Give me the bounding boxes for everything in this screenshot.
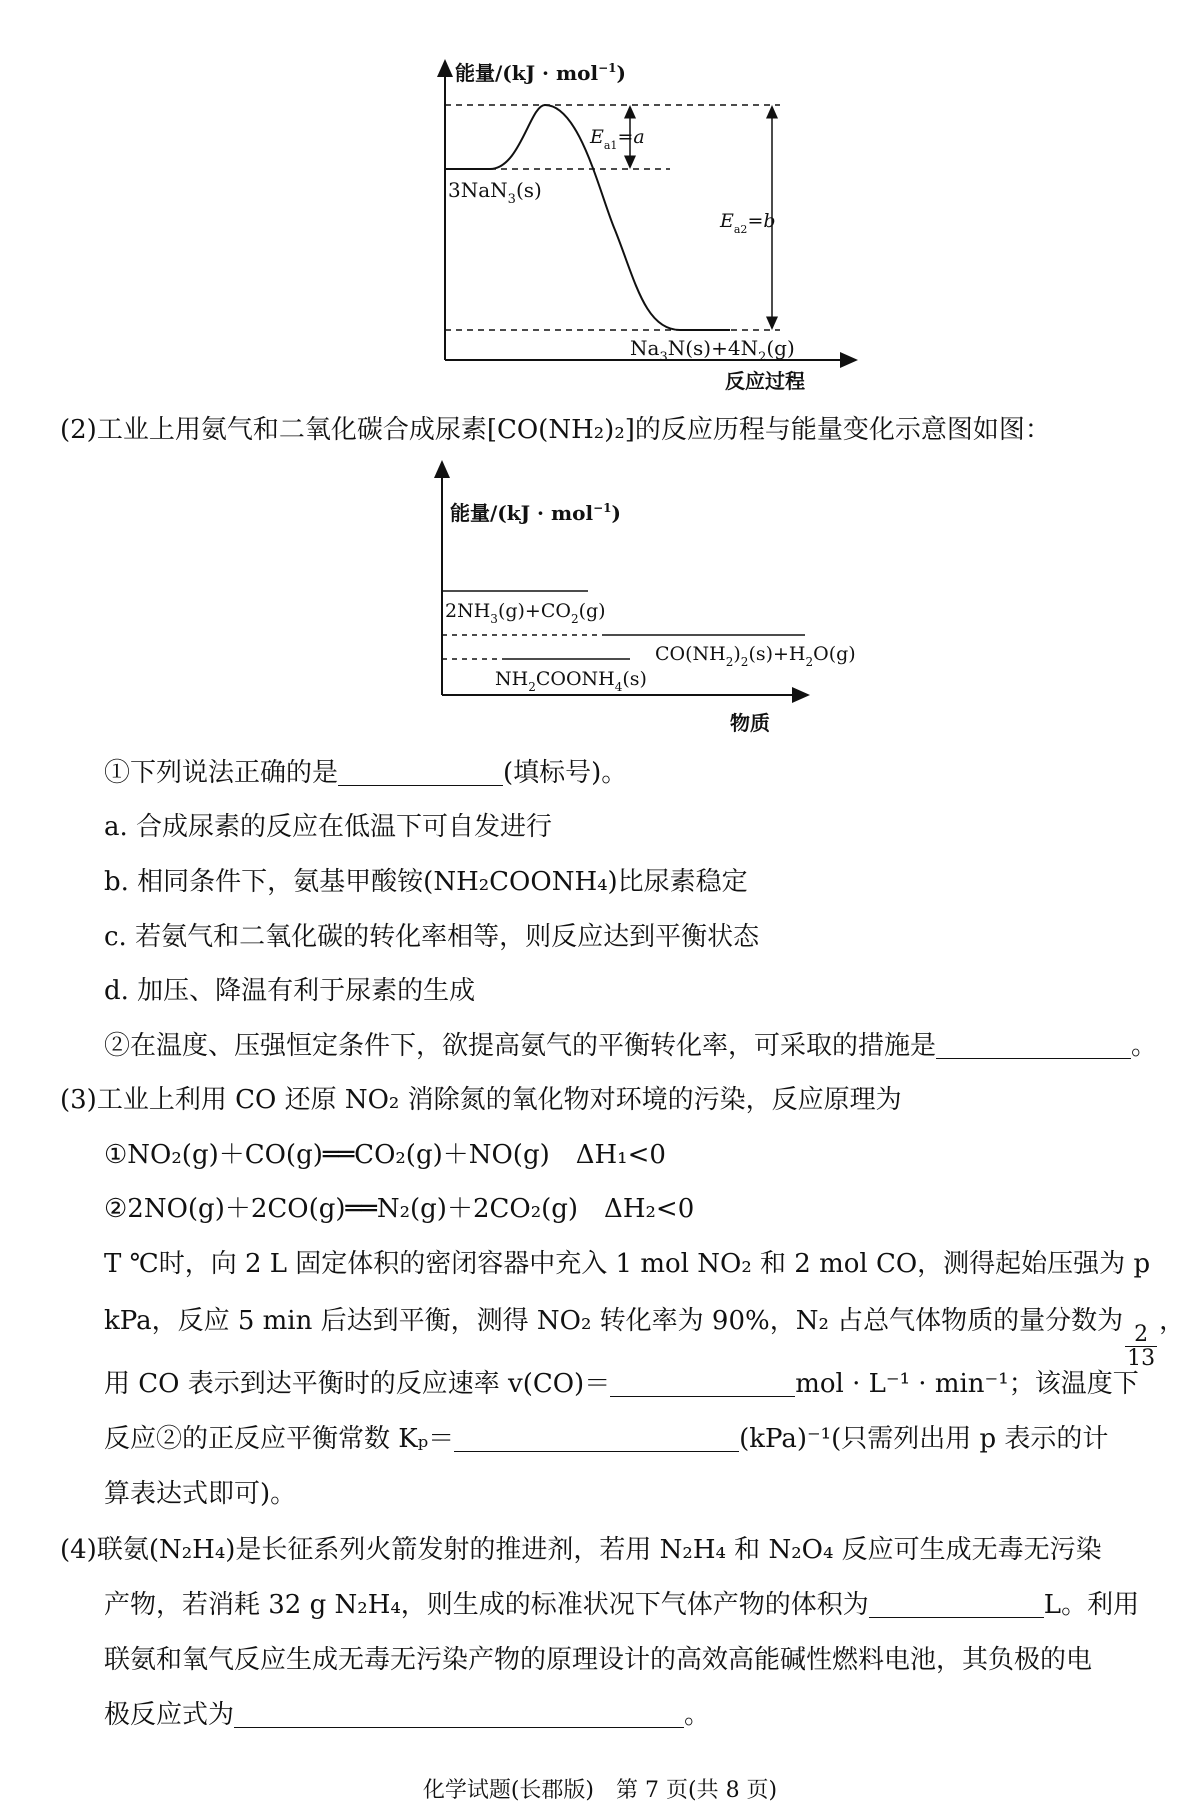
- q3-text-4-body: 反应②的正反应平衡常数 Kₚ＝: [104, 1424, 455, 1454]
- fraction-numerator: 2: [1134, 1322, 1149, 1348]
- q4-text-2-tail: L。利用: [1043, 1590, 1140, 1620]
- answer-blank[interactable]: [936, 1032, 1131, 1059]
- q4-text-4-body: 极反应式为: [104, 1700, 235, 1730]
- answer-blank[interactable]: [338, 759, 503, 786]
- q2-intro: (2)工业上用氨气和二氧化碳合成尿素[CO(NH₂)₂]的反应历程与能量变化示意图如图：: [60, 415, 1051, 445]
- q2-sub1-tail: (填标号)。: [503, 758, 628, 788]
- q3-text-3: [104, 1369, 1139, 1400]
- ea1-label: $E_{a1}=a$: [590, 126, 645, 152]
- answer-blank[interactable]: [454, 1425, 739, 1452]
- level-products-label: $CO(NH_2)_2(s)+H_2O(g)$: [655, 643, 856, 669]
- q3-text-3-body: 用 CO 表示到达平衡时的反应速率 v(CO)＝: [104, 1369, 611, 1399]
- q3-text-4-tail: (kPa)⁻¹(只需列出用 p 表示的计: [739, 1424, 1109, 1454]
- q2-sub1-text: ①下列说法正确的是: [104, 758, 339, 788]
- level-reactants-label: $2NH_3(g)+CO_2(g)$: [445, 600, 606, 626]
- answer-blank[interactable]: [234, 1701, 684, 1728]
- q4-text-1: (4)联氨(N₂H₄)是长征系列火箭发射的推进剂，若用 N₂H₄ 和 N₂O₄ 反应可生成无毒无污染: [60, 1535, 1102, 1565]
- q3-text-2-end: ，: [1159, 1306, 1186, 1336]
- q2-option-d: d. 加压、降温有利于尿素的生成: [104, 976, 476, 1006]
- fraction: [1125, 1323, 1157, 1370]
- q3-text-2-body: kPa，反应 5 min 后达到平衡，测得 NO₂ 转化率为 90%，N₂ 占总气体物质的量分数为: [104, 1306, 1124, 1336]
- q4-text-2-body: 产物，若消耗 32 g N₂H₄，则生成的标准状况下气体产物的体积为: [104, 1590, 869, 1620]
- reactant-label: 3NaN$_3$(s): [448, 178, 542, 207]
- reaction-curve: [445, 105, 730, 330]
- q3-text-5: 算表达式即可)。: [104, 1479, 297, 1509]
- q2-sub2-text: ②在温度、压强恒定条件下，欲提高氨气的平衡转化率，可采取的措施是: [104, 1031, 937, 1061]
- x-axis-label: 反应过程: [725, 369, 805, 393]
- page-footer: 化学试题(长郡版) 第 7 页(共 8 页): [422, 1778, 778, 1803]
- q3-text-4: [104, 1424, 1108, 1455]
- energy-diagram-urea: [430, 460, 870, 735]
- ea2-label: $E_{a2}=b$: [720, 210, 776, 236]
- level-intermediate-label: $NH_2COONH_4(s)$: [495, 668, 647, 694]
- q3-text-1: T ℃时，向 2 L 固定体积的密闭容器中充入 1 mol NO₂ 和 2 mol CO，测得起始压强为 p: [104, 1249, 1151, 1279]
- product-label: $Na_3N(s)+4N_2(g)$: [630, 336, 795, 365]
- q2-sub2: [104, 1031, 1157, 1062]
- answer-blank[interactable]: [610, 1370, 795, 1397]
- q3-equation-2: ②2NO(g)＋2CO(g)══N₂(g)＋2CO₂(g) ΔH₂<0: [104, 1194, 695, 1224]
- y-axis-label: 能量/(kJ · mol$^{-1}$): [450, 501, 621, 525]
- q2-sub2-tail: 。: [1131, 1031, 1158, 1061]
- q2-option-c: c. 若氨气和二氧化碳的转化率相等，则反应达到平衡状态: [104, 922, 760, 952]
- q4-text-2: [104, 1590, 1139, 1621]
- q2-sub1: [104, 758, 627, 789]
- q2-option-a: a. 合成尿素的反应在低温下可自发进行: [104, 812, 553, 842]
- q4-text-3: 联氨和氧气反应生成无毒无污染产物的原理设计的高效高能碱性燃料电池，其负极的电: [104, 1645, 1093, 1675]
- fraction-denominator: 13: [1127, 1346, 1156, 1372]
- x-axis-label: 物质: [730, 711, 770, 735]
- q4-text-4-tail: 。: [684, 1700, 711, 1730]
- q3-text-2: [104, 1306, 1185, 1370]
- q2-option-b: b. 相同条件下，氨基甲酸铵(NH₂COONH₄)比尿素稳定: [104, 867, 748, 897]
- q3-intro: (3)工业上利用 CO 还原 NO₂ 消除氮的氧化物对环境的污染，反应原理为: [60, 1085, 902, 1115]
- y-axis-label: 能量/(kJ · mol$^{-1}$): [455, 61, 626, 85]
- q3-text-3-tail: mol · L⁻¹ · min⁻¹；该温度下: [795, 1369, 1139, 1399]
- answer-blank[interactable]: [869, 1591, 1044, 1618]
- q4-text-4: [104, 1700, 710, 1731]
- q3-equation-1: ①NO₂(g)＋CO(g)══CO₂(g)＋NO(g) ΔH₁<0: [104, 1140, 666, 1170]
- energy-diagram-nan3: [430, 55, 870, 395]
